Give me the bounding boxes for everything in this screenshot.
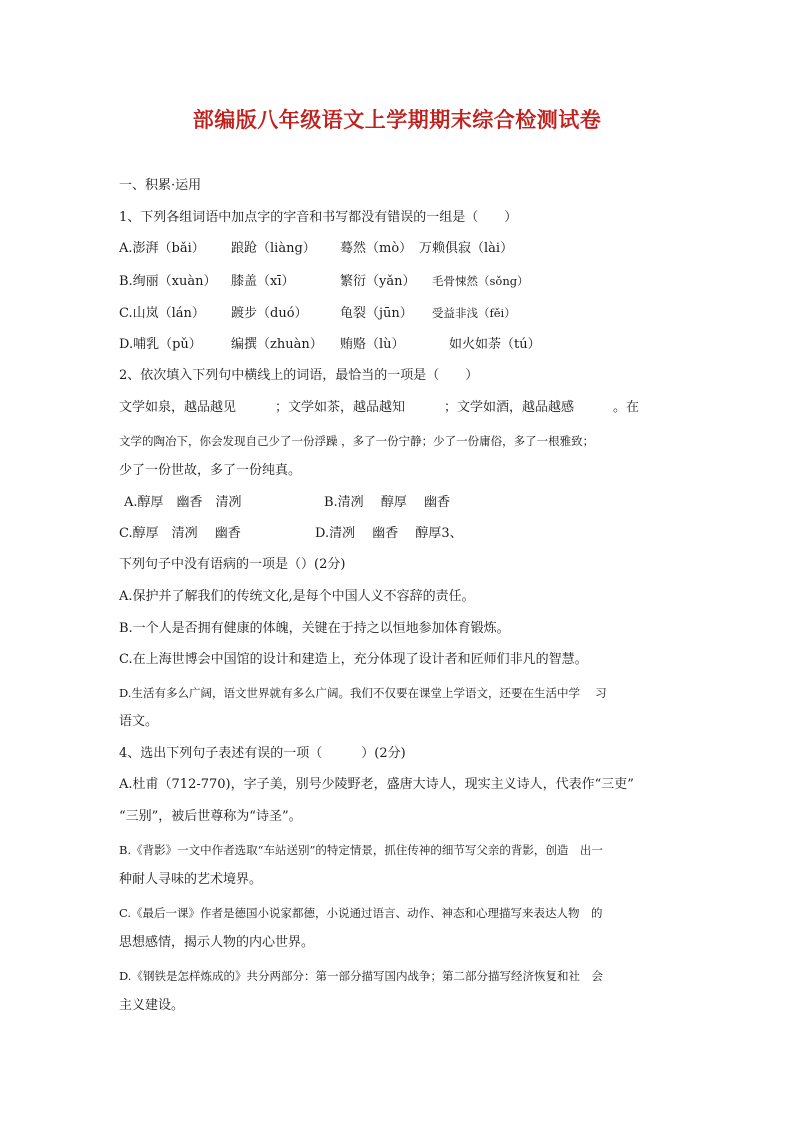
q1-option-d	[119, 336, 541, 354]
q4-option-c-line1: C.《最后一课》作者是德国小说家都德，小说通过语言、动作、神态和心理描写来表达人物 的	[119, 906, 603, 920]
q1-option-a	[119, 240, 513, 258]
q4-option-b-line1: B.《背影》一文中作者选取“车站送别”的特定情景，抓住传神的细节写父亲的背影，创造 出一	[119, 843, 603, 857]
q1-d-4: 如火如荼（tú）	[449, 337, 541, 352]
q3-option-d-line2: 语文。	[119, 714, 159, 729]
q3-option-d-line1: D.生活有多么广阔，语文世界就有多么广阔。我们不仅要在课堂上学语文，还要在生活中学 习	[119, 686, 607, 700]
section-heading: 一、积累·运用	[119, 178, 202, 193]
q3-option-c: C.在上海世博会中国馆的设计和建造上，充分体现了设计者和匠师们非凡的智慧。	[119, 652, 588, 667]
q2-option-a: A.醇厚 幽香 清冽	[124, 495, 242, 510]
q1-b-2: 膝盖（xī）	[231, 274, 295, 289]
q3-option-a: A.保护并了解我们的传统文化,是每个中国人义不容辞的责任。	[119, 589, 475, 604]
q2-options-ab	[124, 494, 450, 512]
q1-c-1: C.山岚（lán）	[119, 306, 205, 321]
q1-a-1: A.澎湃（bǎi）	[119, 241, 205, 256]
q1-option-b	[119, 272, 529, 291]
q4-option-a-line1: A.杜甫（712-770)，字子美，别号少陵野老，盛唐大诗人，现实主义诗人，代表作“三吏”	[119, 777, 634, 792]
q4-option-b-line2: 种耐人寻味的艺术境界。	[119, 872, 263, 887]
q3-option-b: B.一个人是否拥有健康的体魄，关键在于持之以恒地参加体育锻炼。	[119, 621, 510, 636]
q2-passage-1: 文学如泉，越品越见 ；文学如茶，越品越知 ；文学如酒，越品越感 。在	[119, 400, 640, 415]
q2-option-b: B.清冽 醇厚 幽香	[324, 495, 450, 510]
q1-b-1: B.绚丽（xuàn）	[119, 274, 217, 289]
q2-passage-3: 少了一份世故，多了一份纯真。	[119, 463, 302, 478]
page-title: 部编版八年级语文上学期期末综合检测试卷	[192, 108, 602, 132]
q2-options-cd	[119, 525, 463, 543]
q2-stem: 2、依次填入下列句中横线上的词语，最恰当的一项是（ ）	[119, 368, 479, 383]
q1-stem: 1、下列各组词语中加点字的字音和书写都没有错误的一组是（ ）	[119, 210, 518, 225]
q1-c-2: 踱步（duó）	[231, 306, 308, 321]
q4-option-c-line2: 思想感情，揭示人物的内心世界。	[119, 935, 315, 950]
q2-option-c: C.醇厚 清冽 幽香	[119, 526, 241, 541]
q4-option-d-line2: 主义建设。	[119, 998, 185, 1013]
q1-c-3: 龟裂（jūn）	[340, 306, 413, 321]
q1-a-2: 踉跄（liàng）	[231, 241, 316, 256]
q1-b-4: 毛骨悚然（sǒng）	[432, 274, 529, 288]
q3-stem: 下列句子中没有语病的一项是（）(2分)	[119, 557, 346, 572]
q2-passage-2: 文学的陶冶下，你会发现自己少了一份浮躁 ，多了一份宁静；少了一份庸俗，多了一根雅致；	[119, 434, 595, 448]
q1-b-3: 繁衍（yǎn）	[340, 274, 416, 289]
q1-d-2: 编撰（zhuàn）	[231, 337, 323, 352]
q4-option-d-line1: D.《钢铁是怎样炼成的》共分两部分：第一部分描写国内战争；第二部分描写经济恢复和社 会	[119, 969, 603, 983]
q1-option-c	[119, 304, 516, 323]
q1-d-3: 贿赂（lù）	[340, 337, 405, 352]
q1-d-1: D.哺乳（pǔ）	[119, 337, 202, 352]
q1-a-4: 万赖俱寂（lài）	[419, 241, 514, 256]
q1-c-4: 受益非浅（fěi）	[432, 306, 516, 320]
q1-a-3: 蓦然（mò）	[340, 241, 413, 256]
q4-option-a-line2: “三别”，被后世尊称为“诗圣”。	[119, 809, 302, 824]
q2-option-d: D.清冽 幽香 醇厚3、	[315, 526, 463, 541]
q4-stem: 4、选出下列句子表述有误的一项（ ）(2分)	[119, 746, 406, 761]
